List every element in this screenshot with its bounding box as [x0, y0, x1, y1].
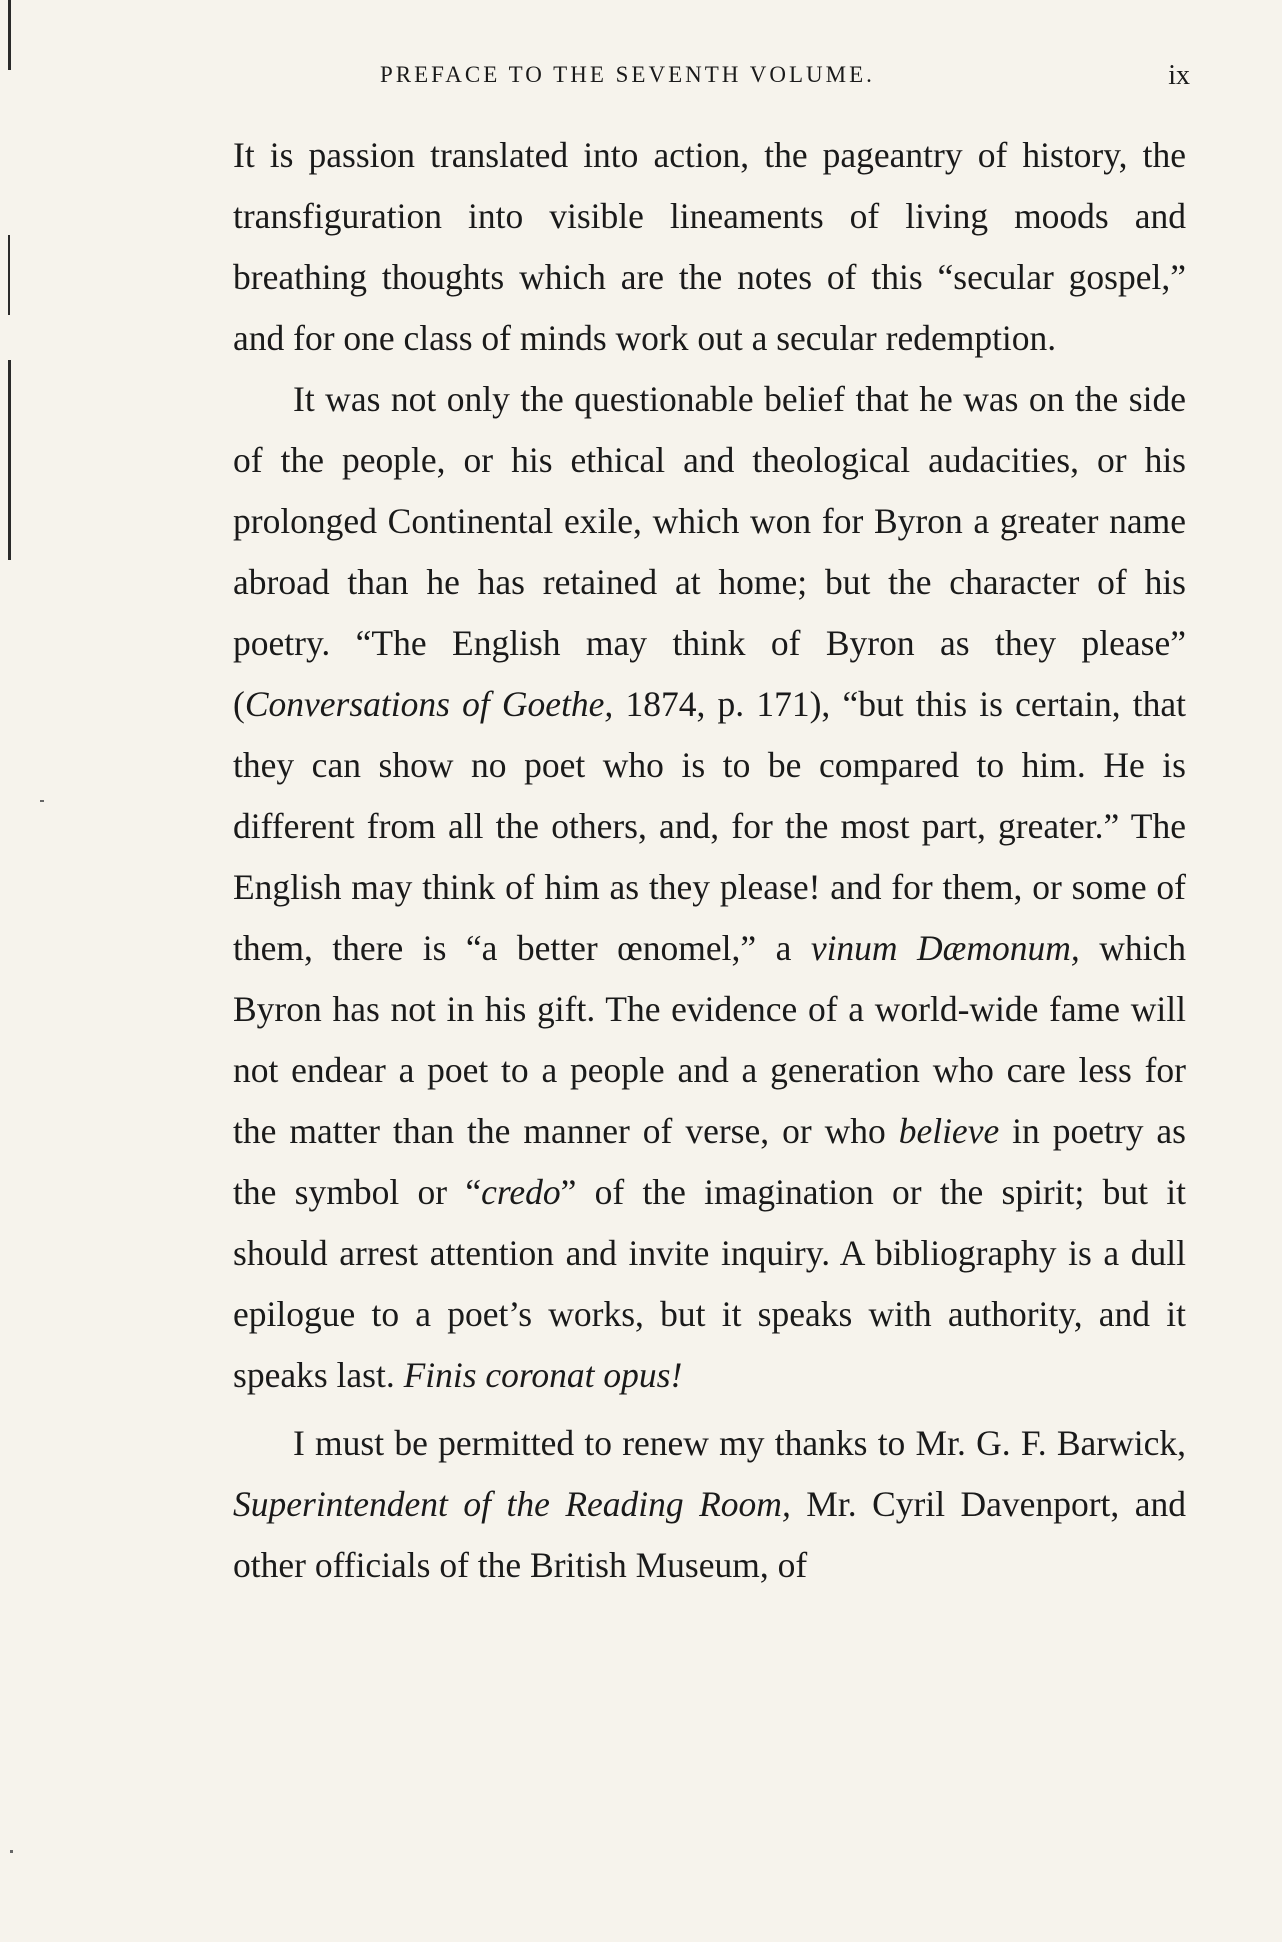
- text-segment: Mr. Cyril Davenport, and other officials of the British Museum, of: [233, 1484, 1186, 1585]
- text-segment: 1874, p. 171), “but this is certain, that they can show no poet who is to be compared to him. He is different from all the others, and, for the most part, greater.” The English may think of him as they please! and for them, or some of them, there is “a better œnomel,” a: [233, 684, 1186, 968]
- paragraph-2: [233, 369, 1186, 1406]
- page-edge-mark: [8, 0, 11, 70]
- print-speck: [10, 1850, 13, 1853]
- text-segment: It was not only the questionable belief that he was on the side of the people, or his ethical and theological audacities, or his prolonged Continental exile, which won for Byron a greater name abroad than he has retained at home; but the character of his poetry. “The English may think of Byron as they please” (: [233, 379, 1186, 724]
- text-segment: ” of the imagination or the spirit; but it should arrest attention and invite inquiry. A bibliography is a dull epilogue to a poet’s works, but it speaks with authority, and it speaks last.: [233, 1172, 1186, 1395]
- running-head: [230, 62, 1190, 102]
- italic-phrase: vinum Dæmonum,: [810, 928, 1080, 968]
- paragraph-1: [233, 125, 1186, 369]
- print-speck: [40, 800, 44, 802]
- running-title: PREFACE TO THE SEVENTH VOLUME.: [380, 62, 875, 87]
- italic-phrase: Finis coronat opus!: [403, 1355, 683, 1395]
- italic-title: Superintendent of the Reading Room,: [233, 1484, 791, 1524]
- paragraph-3: [233, 1413, 1186, 1596]
- page-number: ix: [1168, 60, 1190, 91]
- italic-word: believe: [898, 1111, 1000, 1151]
- text-segment: in poetry as the symbol or “: [233, 1111, 1186, 1212]
- italic-title: Conversations of Goethe,: [244, 684, 614, 724]
- page-edge-mark: [8, 360, 11, 560]
- page-edge-mark: [8, 235, 10, 315]
- text-segment: which Byron has not in his gift. The evidence of a world-wide fame will not endear a poet to a people and a generation who care less for the matter than the manner of verse, or who: [233, 928, 1186, 1151]
- italic-word: credo: [481, 1172, 561, 1212]
- body-text: [233, 125, 1186, 1596]
- text-segment: It is passion translated into action, the pageantry of history, the transfiguration into visible lineaments of living moods and breathing thoughts which are the notes of this “secular gospel,” and for one class of minds work out a secular redemption.: [233, 135, 1186, 358]
- text-segment: I must be permitted to renew my thanks to Mr. G. F. Barwick,: [293, 1423, 1186, 1463]
